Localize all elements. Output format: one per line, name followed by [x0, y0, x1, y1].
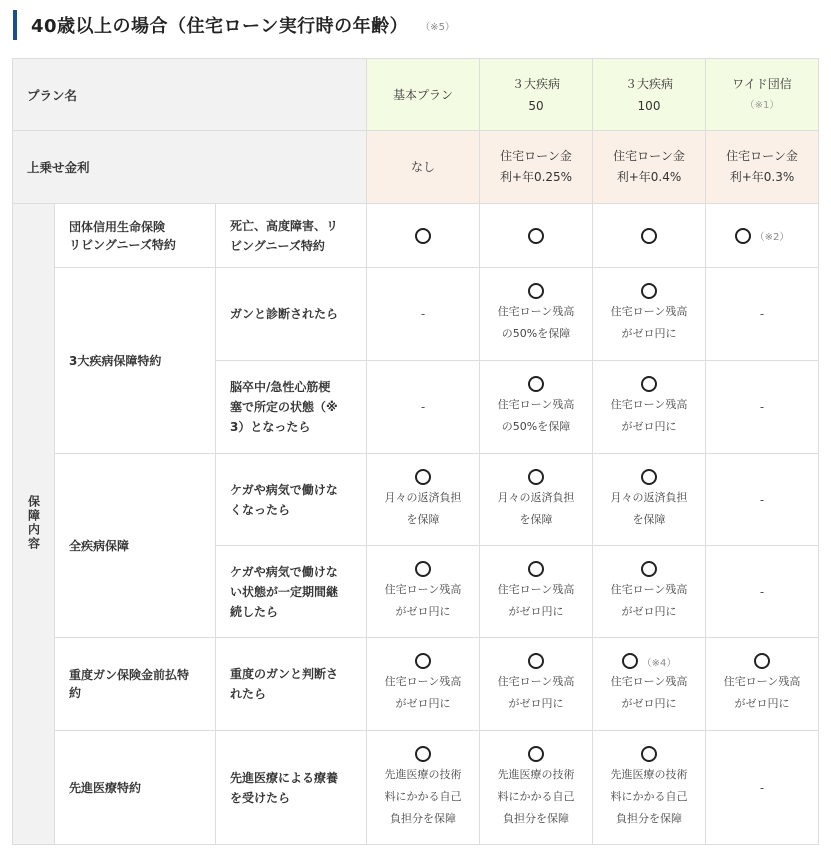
covered-circle-icon: [641, 469, 657, 485]
coverage-cell-plan-1: [367, 454, 480, 546]
coverage-cell-plan-1: [367, 546, 480, 638]
coverage-description: 住宅ローン残高 がゼロ円に: [384, 582, 462, 618]
cell-note: （※2）: [754, 232, 790, 243]
rate-value-3: 住宅ローン金 利+年0.4%: [593, 131, 706, 204]
covered-circle-icon: [528, 653, 544, 669]
coverage-description: 住宅ローン残高 がゼロ円に: [384, 675, 462, 710]
covered-circle-icon: [735, 228, 751, 244]
coverage-description: 住宅ローン残高 がゼロ円に: [723, 675, 801, 710]
rate-value-1: なし: [367, 131, 480, 204]
coverage-cell-plan-3: [593, 638, 706, 731]
coverage-description: 住宅ローン残高 がゼロ円に: [497, 582, 575, 618]
plan-name: ３大疾病: [511, 76, 560, 91]
coverage-category: 重度ガン保険金前払特 約: [55, 638, 216, 731]
coverage-row: [13, 204, 819, 268]
coverage-row: [13, 638, 819, 731]
plan-header-4: [706, 59, 819, 131]
covered-circle-icon: [641, 283, 657, 299]
covered-circle-icon: [641, 746, 657, 762]
coverage-description: 月々の返済負担 を保障: [610, 490, 688, 526]
coverage-description: 住宅ローン残高 の50%を保障: [497, 398, 575, 433]
coverage-description: 住宅ローン残高 がゼロ円に: [497, 675, 575, 710]
covered-circle-icon: [754, 653, 770, 669]
rate-value-2: 住宅ローン金 利+年0.25%: [480, 131, 593, 204]
coverage-cell-plan-2: [480, 268, 593, 361]
not-covered-dash: -: [420, 400, 426, 414]
coverage-description: 月々の返済負担 を保障: [384, 490, 462, 526]
section-heading: [13, 10, 455, 40]
plan-name: ３大疾病: [624, 76, 673, 91]
coverage-description: 先進医療の技術 料にかかる自己 負担分を保障: [384, 767, 462, 825]
coverage-category: 3大疾病保障特約: [55, 268, 216, 454]
coverage-description: 先進医療の技術 料にかかる自己 負担分を保障: [610, 767, 688, 825]
plan-header-1: [367, 59, 480, 131]
rate-label: 上乗せ金利: [13, 131, 367, 204]
cell-note: （※4）: [641, 657, 677, 669]
coverage-cell-plan-4: [706, 638, 819, 731]
coverage-condition: ケガや病気で働けな い状態が一定期間継 続したら: [216, 546, 367, 638]
coverage-row: [13, 454, 819, 546]
coverage-cell-plan-4: [706, 361, 819, 454]
coverage-condition: 重度のガンと判断さ れたら: [216, 638, 367, 731]
coverage-row: [13, 731, 819, 845]
coverage-cell-plan-2: [480, 731, 593, 845]
side-label-text: 保障内容: [26, 494, 41, 551]
coverage-description: 月々の返済負担 を保障: [497, 490, 575, 526]
plan-name: 基本プラン: [392, 87, 453, 102]
coverage-condition: ケガや病気で働けな くなったら: [216, 454, 367, 546]
coverage-cell-plan-2: [480, 454, 593, 546]
covered-circle-icon: [415, 653, 431, 669]
not-covered-dash: -: [420, 307, 426, 321]
coverage-description: 住宅ローン残高 がゼロ円に: [610, 305, 688, 340]
coverage-description: 住宅ローン残高 がゼロ円に: [610, 582, 688, 618]
not-covered-dash: -: [759, 492, 765, 507]
coverage-cell-plan-3: [593, 361, 706, 454]
not-covered-dash: -: [759, 307, 765, 321]
plan-sub: 50: [528, 98, 544, 113]
coverage-cell-plan-1: [367, 268, 480, 361]
coverage-cell-plan-2: [480, 546, 593, 638]
covered-circle-icon: [415, 561, 431, 577]
coverage-side-label: [13, 204, 55, 845]
coverage-cell-plan-1: [367, 361, 480, 454]
coverage-cell-plan-3: [593, 454, 706, 546]
covered-circle-icon: [528, 228, 544, 244]
coverage-cell-plan-4: [706, 268, 819, 361]
coverage-cell-plan-3: [593, 204, 706, 268]
covered-circle-icon: [528, 376, 544, 392]
coverage-condition: 先進医療による療養 を受けたら: [216, 731, 367, 845]
covered-circle-icon: [415, 469, 431, 485]
covered-circle-icon: [641, 376, 657, 392]
coverage-cell-plan-3: [593, 546, 706, 638]
plan-name: ワイド団信: [732, 76, 792, 91]
coverage-cell-plan-3: [593, 268, 706, 361]
plan-sub: （※1）: [744, 99, 780, 111]
coverage-cell-plan-2: [480, 204, 593, 268]
coverage-cell-plan-4: [706, 546, 819, 638]
coverage-condition: 脳卒中/急性心筋梗 塞で所定の状態（※ 3）となったら: [216, 361, 367, 454]
coverage-cell-plan-4: [706, 204, 819, 268]
coverage-cell-plan-1: [367, 204, 480, 268]
covered-circle-icon: [528, 561, 544, 577]
coverage-cell-plan-4: [706, 454, 819, 546]
plan-header-3: [593, 59, 706, 131]
coverage-condition: ガンと診断されたら: [216, 268, 367, 361]
not-covered-dash: -: [759, 400, 765, 414]
coverage-description: 先進医療の技術 料にかかる自己 負担分を保障: [497, 767, 575, 825]
plan-comparison-table: [12, 58, 819, 845]
covered-circle-icon: [415, 746, 431, 762]
coverage-category: 全疾病保障: [55, 454, 216, 638]
coverage-description: 住宅ローン残高 がゼロ円に: [610, 398, 688, 433]
covered-circle-icon: [415, 228, 431, 244]
plan-header-2: [480, 59, 593, 131]
coverage-description: 住宅ローン残高 の50%を保障: [497, 305, 575, 340]
covered-circle-icon: [528, 746, 544, 762]
coverage-row: [13, 268, 819, 361]
rate-value-4: 住宅ローン金 利+年0.3%: [706, 131, 819, 204]
not-covered-dash: -: [759, 584, 765, 599]
coverage-cell-plan-1: [367, 638, 480, 731]
coverage-cell-plan-3: [593, 731, 706, 845]
coverage-cell-plan-1: [367, 731, 480, 845]
coverage-cell-plan-2: [480, 361, 593, 454]
coverage-category: 先進医療特約: [55, 731, 216, 845]
covered-circle-icon: [528, 283, 544, 299]
rate-row: [13, 131, 819, 204]
plan-sub: 100: [637, 98, 661, 113]
plan-name-row: [13, 59, 819, 131]
covered-circle-icon: [528, 469, 544, 485]
covered-circle-icon: [641, 561, 657, 577]
coverage-condition: 死亡、高度障害、リ ビングニーズ特約: [216, 204, 367, 268]
plan-name-label: プラン名: [13, 59, 367, 131]
covered-circle-icon: [641, 228, 657, 244]
covered-circle-icon: [622, 653, 638, 669]
heading-note: （※5）: [420, 21, 455, 33]
heading-title: 40歳以上の場合（住宅ローン実行時の年齢）: [31, 16, 409, 37]
coverage-cell-plan-2: [480, 638, 593, 731]
coverage-cell-plan-4: [706, 731, 819, 845]
coverage-category: 団体信用生命保険 リビングニーズ特約: [55, 204, 216, 268]
not-covered-dash: -: [759, 780, 765, 795]
coverage-description: 住宅ローン残高 がゼロ円に: [610, 675, 688, 710]
